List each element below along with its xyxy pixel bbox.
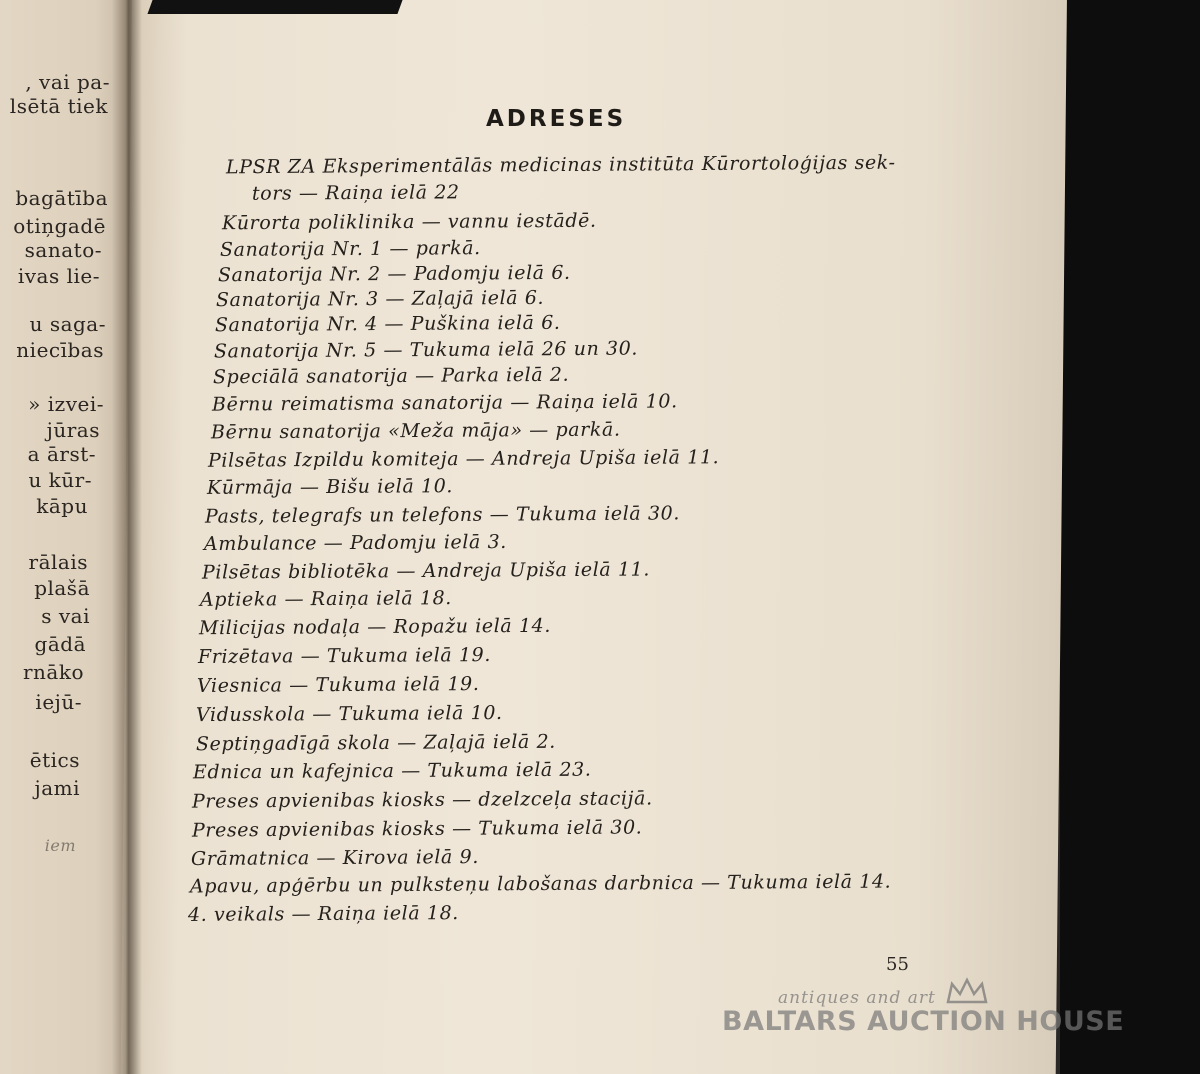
dark-background — [1060, 0, 1200, 1074]
address-entry: Sanatorija Nr. 3 — Zaļajā ielā 6. — [215, 286, 545, 312]
address-entry: Ednica un kafejnica — Tukuma ielā 23. — [192, 758, 592, 784]
address-entry: Grāmatnica — Kirova ielā 9. — [190, 845, 479, 871]
address-entry: Sanatorija Nr. 2 — Padomju ielā 6. — [217, 261, 571, 287]
left-page-line: iejū- — [35, 690, 82, 714]
address-entry: Ambulance — Padomju ielā 3. — [203, 530, 507, 556]
left-page-line: rālais — [28, 550, 88, 574]
left-page-line: ētics — [29, 748, 80, 772]
left-page-line: sanato- — [24, 238, 102, 262]
left-page-line: iem — [44, 836, 76, 855]
address-entry: Aptieka — Raiņa ielā 18. — [199, 587, 452, 611]
page-number: 55 — [886, 954, 909, 975]
left-page-line: bagātība — [15, 186, 108, 210]
address-entry: Milicijas nodaļa — Ropažu ielā 14. — [198, 614, 552, 640]
address-entry: Sanatorija Nr. 1 — parkā. — [219, 237, 481, 261]
left-page-line: jami — [34, 776, 80, 800]
address-entry: Pilsētas Izpildu komiteja — Andreja Upiša ielā 11. — [207, 446, 720, 472]
left-page-line: a ārst- — [27, 442, 96, 466]
page-title: ADRESES — [486, 106, 627, 132]
address-entry: Vidusskola — Tukuma ielā 10. — [195, 701, 503, 727]
left-page-line: lsētā tiek — [9, 94, 108, 118]
left-page-line: gādā — [34, 632, 86, 656]
watermark-brand: BALTARS AUCTION HOUSE — [722, 1006, 1125, 1037]
left-page-line: u kūr- — [28, 468, 92, 492]
address-entry: 4. veikals — Raiņa ielā 18. — [187, 902, 459, 926]
left-page-line: ivas lie- — [17, 264, 100, 288]
watermark-tagline: antiques and art — [778, 988, 936, 1008]
left-page-line: kāpu — [36, 494, 88, 518]
address-entry: Pasts, telegrafs un telefons — Tukuma ielā 30. — [204, 502, 681, 528]
address-entry: Speciālā sanatorija — Parka ielā 2. — [212, 363, 570, 389]
address-entry: tors — Raiņa ielā 22 — [251, 181, 460, 205]
left-page-line: , vai pa- — [25, 70, 110, 94]
address-entry: Kūrorta poliklinika — vannu iestādē. — [221, 209, 597, 235]
address-entry: Preses apvienibas kiosks — Tukuma ielā 30. — [191, 816, 643, 842]
crown-icon — [944, 976, 990, 1006]
address-entry: Septiņgadīgā skola — Zaļajā ielā 2. — [195, 730, 556, 756]
address-entry: LPSR ZA Eksperimentālās medicinas institūta Kūrortoloģijas sek- — [225, 151, 896, 179]
address-entry: Preses apvienibas kiosks — dzelzceļa stacijā. — [191, 787, 653, 813]
address-entry: Kūrmāja — Bišu ielā 10. — [206, 475, 454, 499]
left-page-line: plašā — [34, 576, 90, 600]
address-entry: Bērnu reimatisma sanatorija — Raiņa ielā 10. — [211, 390, 678, 416]
left-page-line: u saga- — [29, 312, 106, 336]
address-entry: Bērnu sanatorija «Meža māja» — parkā. — [210, 418, 621, 444]
left-page-line: s vai — [41, 604, 90, 628]
address-entry: Frizētava — Tukuma ielā 19. — [197, 643, 492, 669]
address-entry: Viesnica — Tukuma ielā 19. — [196, 673, 480, 697]
address-entry: Sanatorija Nr. 4 — Puškina ielā 6. — [214, 311, 561, 337]
left-page-line: otiņgadē — [13, 214, 106, 238]
address-entry: Apavu, apģērbu un pulksteņu labošanas darbnica — Tukuma ielā 14. — [189, 870, 892, 898]
left-page-line: rnāko — [22, 660, 84, 684]
left-page-line: niecības — [16, 338, 104, 362]
left-page-line: jūras — [46, 418, 100, 442]
address-entry: Pilsētas bibliotēka — Andreja Upiša ielā 11. — [201, 558, 651, 584]
address-entry: Sanatorija Nr. 5 — Tukuma ielā 26 un 30. — [213, 337, 639, 363]
left-page-line: » izvei- — [28, 392, 104, 416]
